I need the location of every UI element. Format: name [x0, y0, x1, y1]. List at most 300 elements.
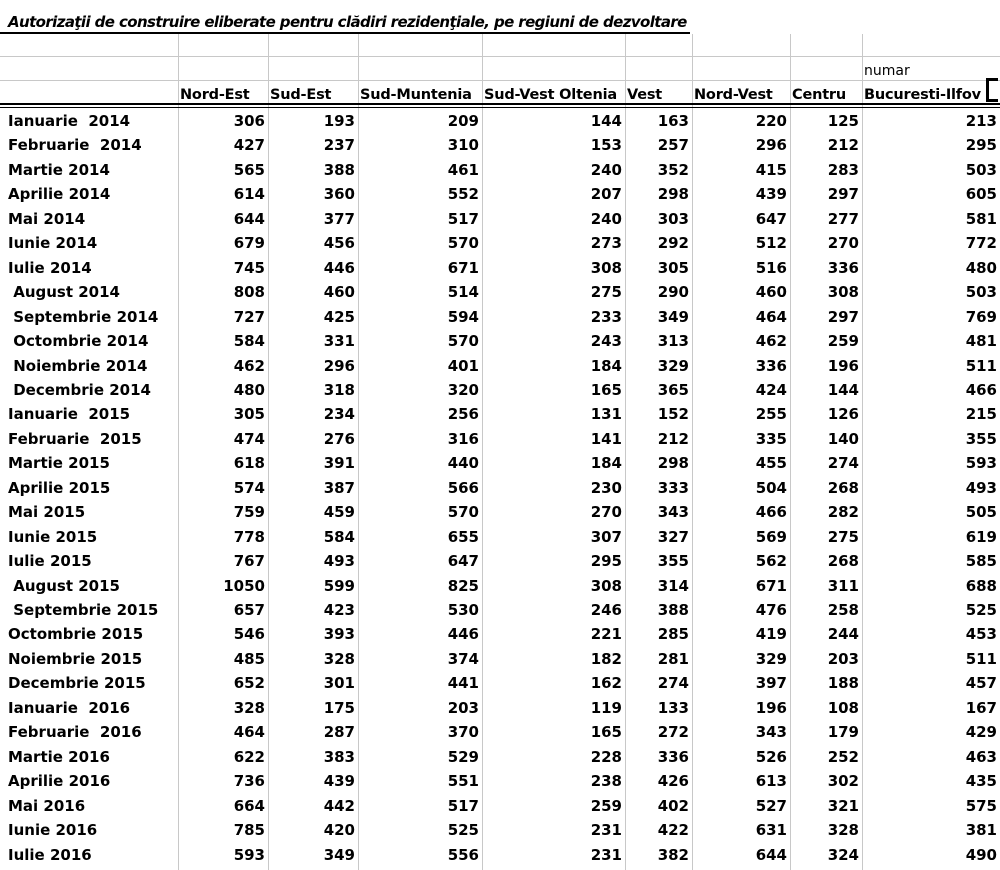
table-row [0, 109, 1000, 133]
value-cell[interactable]: 336 [827, 258, 859, 277]
value-cell[interactable]: 655 [447, 527, 479, 546]
value-cell[interactable]: 308 [590, 258, 622, 277]
value-cell[interactable]: 419 [755, 625, 787, 644]
value-cell[interactable]: 671 [755, 576, 787, 595]
value-cell[interactable]: 453 [965, 625, 997, 644]
value-cell[interactable]: 167 [965, 698, 997, 717]
value-cell[interactable]: 125 [827, 112, 859, 130]
row-label-cell[interactable]: Februarie 2016 [8, 723, 142, 742]
row-label-cell[interactable]: Noiembrie 2015 [8, 649, 143, 668]
value-cell[interactable]: 402 [657, 796, 689, 815]
value-cell[interactable]: 401 [447, 356, 479, 375]
value-cell[interactable]: 329 [657, 356, 689, 375]
value-cell[interactable]: 516 [755, 258, 787, 277]
value-cell[interactable]: 277 [827, 209, 859, 228]
value-cell[interactable]: 243 [590, 332, 622, 351]
value-cell[interactable]: 343 [755, 723, 787, 742]
value-cell[interactable]: 480 [965, 258, 997, 277]
value-cell[interactable]: 772 [965, 234, 997, 253]
value-cell[interactable]: 355 [657, 552, 689, 571]
value-cell[interactable]: 377 [323, 209, 355, 228]
table-row [0, 574, 1000, 598]
value-cell[interactable]: 365 [657, 380, 689, 399]
value-cell[interactable]: 240 [590, 209, 622, 228]
value-cell[interactable]: 352 [657, 160, 689, 179]
value-cell[interactable]: 184 [590, 356, 622, 375]
grid-row-line [0, 56, 1000, 57]
title-underline [0, 32, 690, 34]
value-cell[interactable]: 182 [590, 649, 622, 668]
value-cell[interactable]: 153 [590, 136, 622, 155]
value-cell[interactable]: 570 [447, 332, 479, 351]
row-label-cell[interactable]: Aprilie 2015 [8, 478, 111, 497]
value-cell[interactable]: 307 [590, 527, 622, 546]
value-cell[interactable]: 527 [755, 796, 787, 815]
value-cell[interactable]: 462 [233, 356, 265, 375]
value-cell[interactable]: 1050 [223, 576, 265, 595]
row-label-cell[interactable]: Iunie 2014 [8, 234, 98, 253]
value-cell[interactable]: 425 [323, 307, 355, 326]
value-cell[interactable]: 331 [323, 332, 355, 351]
column-header[interactable]: Vest [627, 87, 663, 103]
column-header[interactable]: Bucuresti-Ilfov [864, 87, 981, 103]
value-cell[interactable]: 391 [323, 454, 355, 473]
value-cell[interactable]: 203 [827, 649, 859, 668]
value-cell[interactable]: 355 [965, 429, 997, 448]
value-cell[interactable]: 570 [447, 234, 479, 253]
value-cell[interactable]: 594 [447, 307, 479, 326]
row-label-cell[interactable]: Ianuarie 2015 [8, 405, 131, 424]
value-cell[interactable]: 336 [657, 747, 689, 766]
value-cell[interactable]: 769 [965, 307, 997, 326]
value-cell[interactable]: 212 [827, 136, 859, 155]
table-row [0, 696, 1000, 720]
row-label-cell[interactable]: Martie 2016 [8, 747, 110, 766]
value-cell[interactable]: 652 [233, 674, 265, 693]
table-row [0, 329, 1000, 353]
value-cell[interactable]: 457 [965, 674, 997, 693]
table-row [0, 354, 1000, 378]
value-cell[interactable]: 212 [657, 429, 689, 448]
value-cell[interactable]: 618 [233, 454, 265, 473]
value-cell[interactable]: 308 [590, 576, 622, 595]
value-cell[interactable]: 427 [233, 136, 265, 155]
value-cell[interactable]: 461 [447, 160, 479, 179]
value-cell[interactable]: 420 [323, 821, 355, 840]
value-cell[interactable]: 460 [323, 283, 355, 302]
value-cell[interactable]: 272 [657, 723, 689, 742]
value-cell[interactable]: 599 [323, 576, 355, 595]
value-cell[interactable]: 274 [657, 674, 689, 693]
value-cell[interactable]: 215 [965, 405, 997, 424]
value-cell[interactable]: 336 [755, 356, 787, 375]
value-cell[interactable]: 552 [447, 185, 479, 204]
value-cell[interactable]: 207 [590, 185, 622, 204]
value-cell[interactable]: 423 [323, 601, 355, 619]
value-cell[interactable]: 525 [965, 601, 997, 619]
value-cell[interactable]: 144 [827, 380, 859, 399]
value-cell[interactable]: 131 [590, 405, 622, 424]
row-label-cell[interactable]: Februarie 2014 [8, 136, 142, 155]
value-cell[interactable]: 613 [755, 772, 787, 791]
value-cell[interactable]: 275 [590, 283, 622, 302]
value-cell[interactable]: 328 [827, 821, 859, 840]
value-cell[interactable]: 193 [323, 112, 355, 130]
value-cell[interactable]: 562 [755, 552, 787, 571]
value-cell[interactable]: 324 [827, 845, 859, 864]
value-cell[interactable]: 664 [233, 796, 265, 815]
value-cell[interactable]: 270 [590, 503, 622, 522]
value-cell[interactable]: 671 [447, 258, 479, 277]
value-cell[interactable]: 619 [965, 527, 997, 546]
value-cell[interactable]: 727 [233, 307, 265, 326]
value-cell[interactable]: 282 [827, 503, 859, 522]
value-cell[interactable]: 570 [447, 503, 479, 522]
value-cell[interactable]: 296 [323, 356, 355, 375]
row-label-cell[interactable]: Decembrie 2014 [8, 380, 151, 399]
value-cell[interactable]: 240 [590, 160, 622, 179]
table-row [0, 720, 1000, 744]
value-cell[interactable]: 530 [447, 601, 479, 619]
value-cell[interactable]: 808 [233, 283, 265, 302]
row-label-cell[interactable]: Aprilie 2014 [8, 185, 111, 204]
value-cell[interactable]: 647 [447, 552, 479, 571]
value-cell[interactable]: 314 [657, 576, 689, 595]
value-cell[interactable]: 481 [965, 332, 997, 351]
value-cell[interactable]: 141 [590, 429, 622, 448]
column-header[interactable]: Nord-Est [180, 87, 250, 103]
sheet-title[interactable]: Autorizaţii de construire eliberate pentru clădiri rezidenţiale, pe regiuni de dezvoltare [8, 13, 687, 31]
value-cell[interactable]: 295 [965, 136, 997, 155]
value-cell[interactable]: 374 [447, 649, 479, 668]
value-cell[interactable]: 525 [447, 821, 479, 840]
value-cell[interactable]: 140 [827, 429, 859, 448]
column-header[interactable]: Sud-Muntenia [360, 87, 472, 103]
value-cell[interactable]: 424 [755, 380, 787, 399]
value-cell[interactable]: 184 [590, 454, 622, 473]
header-underline [0, 103, 1000, 105]
value-cell[interactable]: 778 [233, 527, 265, 546]
value-cell[interactable]: 188 [827, 674, 859, 693]
row-label-cell[interactable]: Septembrie 2014 [8, 307, 159, 326]
value-cell[interactable]: 422 [657, 821, 689, 840]
value-cell[interactable]: 397 [755, 674, 787, 693]
row-label-cell[interactable]: Decembrie 2015 [8, 674, 146, 693]
value-cell[interactable]: 349 [323, 845, 355, 864]
value-cell[interactable]: 456 [323, 234, 355, 253]
value-cell[interactable]: 644 [233, 209, 265, 228]
row-label-cell[interactable]: Iunie 2015 [8, 527, 98, 546]
value-cell[interactable]: 302 [827, 772, 859, 791]
value-cell[interactable]: 455 [755, 454, 787, 473]
header-top-note[interactable]: numar [864, 63, 910, 79]
value-cell[interactable]: 301 [323, 674, 355, 693]
row-label-cell[interactable]: Februarie 2015 [8, 429, 142, 448]
row-label-cell[interactable]: Mai 2015 [8, 503, 86, 522]
value-cell[interactable]: 281 [657, 649, 689, 668]
value-cell[interactable]: 256 [447, 405, 479, 424]
value-cell[interactable]: 133 [657, 698, 689, 717]
value-cell[interactable]: 360 [323, 185, 355, 204]
value-cell[interactable]: 252 [827, 747, 859, 766]
value-cell[interactable]: 179 [827, 723, 859, 742]
value-cell[interactable]: 328 [233, 698, 265, 717]
value-cell[interactable]: 490 [965, 845, 997, 864]
value-cell[interactable]: 221 [590, 625, 622, 644]
row-label-cell[interactable]: Iulie 2016 [8, 845, 92, 864]
value-cell[interactable]: 466 [965, 380, 997, 399]
value-cell[interactable]: 165 [590, 380, 622, 399]
value-cell[interactable]: 462 [755, 332, 787, 351]
value-cell[interactable]: 785 [233, 821, 265, 840]
value-cell[interactable]: 329 [755, 649, 787, 668]
value-cell[interactable]: 575 [965, 796, 997, 815]
value-cell[interactable]: 321 [827, 796, 859, 815]
row-label-cell[interactable]: Martie 2014 [8, 160, 110, 179]
value-cell[interactable]: 446 [323, 258, 355, 277]
value-cell[interactable]: 246 [590, 601, 622, 619]
value-cell[interactable]: 387 [323, 478, 355, 497]
value-cell[interactable]: 275 [827, 527, 859, 546]
value-cell[interactable]: 310 [447, 136, 479, 155]
value-cell[interactable]: 584 [323, 527, 355, 546]
value-cell[interactable]: 551 [447, 772, 479, 791]
row-label-cell[interactable]: Septembrie 2015 [8, 601, 159, 619]
value-cell[interactable]: 233 [590, 307, 622, 326]
value-cell[interactable]: 220 [755, 112, 787, 130]
value-cell[interactable]: 333 [657, 478, 689, 497]
value-cell[interactable]: 581 [965, 209, 997, 228]
value-cell[interactable]: 460 [755, 283, 787, 302]
value-cell[interactable]: 298 [657, 185, 689, 204]
row-label-cell[interactable]: Octombrie 2014 [8, 332, 149, 351]
value-cell[interactable]: 238 [590, 772, 622, 791]
value-cell[interactable]: 152 [657, 405, 689, 424]
value-cell[interactable]: 328 [323, 649, 355, 668]
value-cell[interactable]: 283 [827, 160, 859, 179]
value-cell[interactable]: 474 [233, 429, 265, 448]
value-cell[interactable]: 383 [323, 747, 355, 766]
value-cell[interactable]: 234 [323, 405, 355, 424]
value-cell[interactable]: 196 [755, 698, 787, 717]
value-cell[interactable]: 476 [755, 601, 787, 619]
value-cell[interactable]: 688 [965, 576, 997, 595]
value-cell[interactable]: 614 [233, 185, 265, 204]
value-cell[interactable]: 466 [755, 503, 787, 522]
value-cell[interactable]: 303 [657, 209, 689, 228]
value-cell[interactable]: 162 [590, 674, 622, 693]
value-cell[interactable]: 255 [755, 405, 787, 424]
value-cell[interactable]: 270 [827, 234, 859, 253]
row-label-cell[interactable]: Noiembrie 2014 [8, 356, 148, 375]
value-cell[interactable]: 480 [233, 380, 265, 399]
value-cell[interactable]: 574 [233, 478, 265, 497]
value-cell[interactable]: 305 [657, 258, 689, 277]
value-cell[interactable]: 231 [590, 845, 622, 864]
value-cell[interactable]: 429 [965, 723, 997, 742]
value-cell[interactable]: 647 [755, 209, 787, 228]
row-label-cell[interactable]: Iunie 2016 [8, 821, 98, 840]
value-cell[interactable]: 503 [965, 283, 997, 302]
row-label-cell[interactable]: Mai 2014 [8, 209, 86, 228]
value-cell[interactable]: 349 [657, 307, 689, 326]
value-cell[interactable]: 440 [447, 454, 479, 473]
value-cell[interactable]: 258 [827, 601, 859, 619]
value-cell[interactable]: 759 [233, 503, 265, 522]
value-cell[interactable]: 213 [965, 112, 997, 130]
value-cell[interactable]: 316 [447, 429, 479, 448]
value-cell[interactable]: 644 [755, 845, 787, 864]
row-label-cell[interactable]: Octombrie 2015 [8, 625, 144, 644]
value-cell[interactable]: 295 [590, 552, 622, 571]
value-cell[interactable]: 308 [827, 283, 859, 302]
selected-cell-cursor[interactable] [986, 78, 998, 102]
row-label-cell[interactable]: Mai 2016 [8, 796, 86, 815]
row-label-cell[interactable]: Ianuarie 2016 [8, 698, 131, 717]
value-cell[interactable]: 244 [827, 625, 859, 644]
value-cell[interactable]: 388 [657, 601, 689, 619]
value-cell[interactable]: 593 [233, 845, 265, 864]
value-cell[interactable]: 144 [590, 112, 622, 130]
value-cell[interactable]: 297 [827, 185, 859, 204]
value-cell[interactable]: 512 [755, 234, 787, 253]
value-cell[interactable]: 306 [233, 112, 265, 130]
value-cell[interactable]: 464 [755, 307, 787, 326]
value-cell[interactable]: 736 [233, 772, 265, 791]
value-cell[interactable]: 285 [657, 625, 689, 644]
value-cell[interactable]: 230 [590, 478, 622, 497]
value-cell[interactable]: 605 [965, 185, 997, 204]
value-cell[interactable]: 108 [827, 698, 859, 717]
value-cell[interactable]: 569 [755, 527, 787, 546]
value-cell[interactable]: 370 [447, 723, 479, 742]
row-label-cell[interactable]: Iulie 2015 [8, 552, 92, 571]
value-cell[interactable]: 442 [323, 796, 355, 815]
value-cell[interactable]: 439 [323, 772, 355, 791]
value-cell[interactable]: 228 [590, 747, 622, 766]
value-cell[interactable]: 511 [965, 356, 997, 375]
value-cell[interactable]: 504 [755, 478, 787, 497]
value-cell[interactable]: 318 [323, 380, 355, 399]
value-cell[interactable]: 335 [755, 429, 787, 448]
value-cell[interactable]: 585 [965, 552, 997, 571]
value-cell[interactable]: 517 [447, 796, 479, 815]
value-cell[interactable]: 393 [323, 625, 355, 644]
value-cell[interactable]: 268 [827, 478, 859, 497]
value-cell[interactable]: 388 [323, 160, 355, 179]
value-cell[interactable]: 165 [590, 723, 622, 742]
value-cell[interactable]: 446 [447, 625, 479, 644]
row-label-cell[interactable]: Iulie 2014 [8, 258, 92, 277]
value-cell[interactable]: 556 [447, 845, 479, 864]
value-cell[interactable]: 825 [447, 576, 479, 595]
value-cell[interactable]: 287 [323, 723, 355, 742]
value-cell[interactable]: 679 [233, 234, 265, 253]
value-cell[interactable]: 313 [657, 332, 689, 351]
value-cell[interactable]: 311 [827, 576, 859, 595]
row-label-cell[interactable]: Martie 2015 [8, 454, 110, 473]
value-cell[interactable]: 298 [657, 454, 689, 473]
value-cell[interactable]: 257 [657, 136, 689, 155]
value-cell[interactable]: 268 [827, 552, 859, 571]
value-cell[interactable]: 305 [233, 405, 265, 424]
row-label-cell[interactable]: August 2014 [8, 283, 120, 302]
table-row [0, 451, 1000, 475]
value-cell[interactable]: 290 [657, 283, 689, 302]
value-cell[interactable]: 320 [447, 380, 479, 399]
value-cell[interactable]: 327 [657, 527, 689, 546]
value-cell[interactable]: 343 [657, 503, 689, 522]
value-cell[interactable]: 415 [755, 160, 787, 179]
value-cell[interactable]: 493 [323, 552, 355, 571]
value-cell[interactable]: 505 [965, 503, 997, 522]
value-cell[interactable]: 237 [323, 136, 355, 155]
column-header[interactable]: Sud-Est [270, 87, 332, 103]
value-cell[interactable]: 631 [755, 821, 787, 840]
value-cell[interactable]: 745 [233, 258, 265, 277]
value-cell[interactable]: 529 [447, 747, 479, 766]
value-cell[interactable]: 259 [590, 796, 622, 815]
value-cell[interactable]: 381 [965, 821, 997, 840]
value-cell[interactable]: 382 [657, 845, 689, 864]
row-label-cell[interactable]: Ianuarie 2014 [8, 112, 131, 130]
row-label-cell[interactable]: Aprilie 2016 [8, 772, 111, 791]
value-cell[interactable]: 511 [965, 649, 997, 668]
value-cell[interactable]: 196 [827, 356, 859, 375]
value-cell[interactable]: 546 [233, 625, 265, 644]
value-cell[interactable]: 493 [965, 478, 997, 497]
value-cell[interactable]: 441 [447, 674, 479, 693]
value-cell[interactable]: 439 [755, 185, 787, 204]
value-cell[interactable]: 503 [965, 160, 997, 179]
value-cell[interactable]: 459 [323, 503, 355, 522]
value-cell[interactable]: 276 [323, 429, 355, 448]
value-cell[interactable]: 435 [965, 772, 997, 791]
value-cell[interactable]: 463 [965, 747, 997, 766]
value-cell[interactable]: 657 [233, 601, 265, 619]
value-cell[interactable]: 464 [233, 723, 265, 742]
value-cell[interactable]: 426 [657, 772, 689, 791]
row-label-cell[interactable]: August 2015 [8, 576, 120, 595]
value-cell[interactable]: 565 [233, 160, 265, 179]
value-cell[interactable]: 119 [590, 698, 622, 717]
value-cell[interactable]: 593 [965, 454, 997, 473]
value-cell[interactable]: 297 [827, 307, 859, 326]
value-cell[interactable]: 203 [447, 698, 479, 717]
value-cell[interactable]: 517 [447, 209, 479, 228]
value-cell[interactable]: 566 [447, 478, 479, 497]
column-header[interactable]: Nord-Vest [694, 87, 773, 103]
value-cell[interactable]: 622 [233, 747, 265, 766]
value-cell[interactable]: 584 [233, 332, 265, 351]
value-cell[interactable]: 175 [323, 698, 355, 717]
value-cell[interactable]: 209 [447, 112, 479, 130]
value-cell[interactable]: 296 [755, 136, 787, 155]
value-cell[interactable]: 526 [755, 747, 787, 766]
value-cell[interactable]: 231 [590, 821, 622, 840]
value-cell[interactable]: 292 [657, 234, 689, 253]
value-cell[interactable]: 259 [827, 332, 859, 351]
column-header[interactable]: Sud-Vest Oltenia [484, 87, 617, 103]
value-cell[interactable]: 126 [827, 405, 859, 424]
value-cell[interactable]: 485 [233, 649, 265, 668]
value-cell[interactable]: 514 [447, 283, 479, 302]
value-cell[interactable]: 163 [657, 112, 689, 130]
value-cell[interactable]: 767 [233, 552, 265, 571]
column-header[interactable]: Centru [792, 87, 847, 103]
value-cell[interactable]: 273 [590, 234, 622, 253]
value-cell[interactable]: 274 [827, 454, 859, 473]
